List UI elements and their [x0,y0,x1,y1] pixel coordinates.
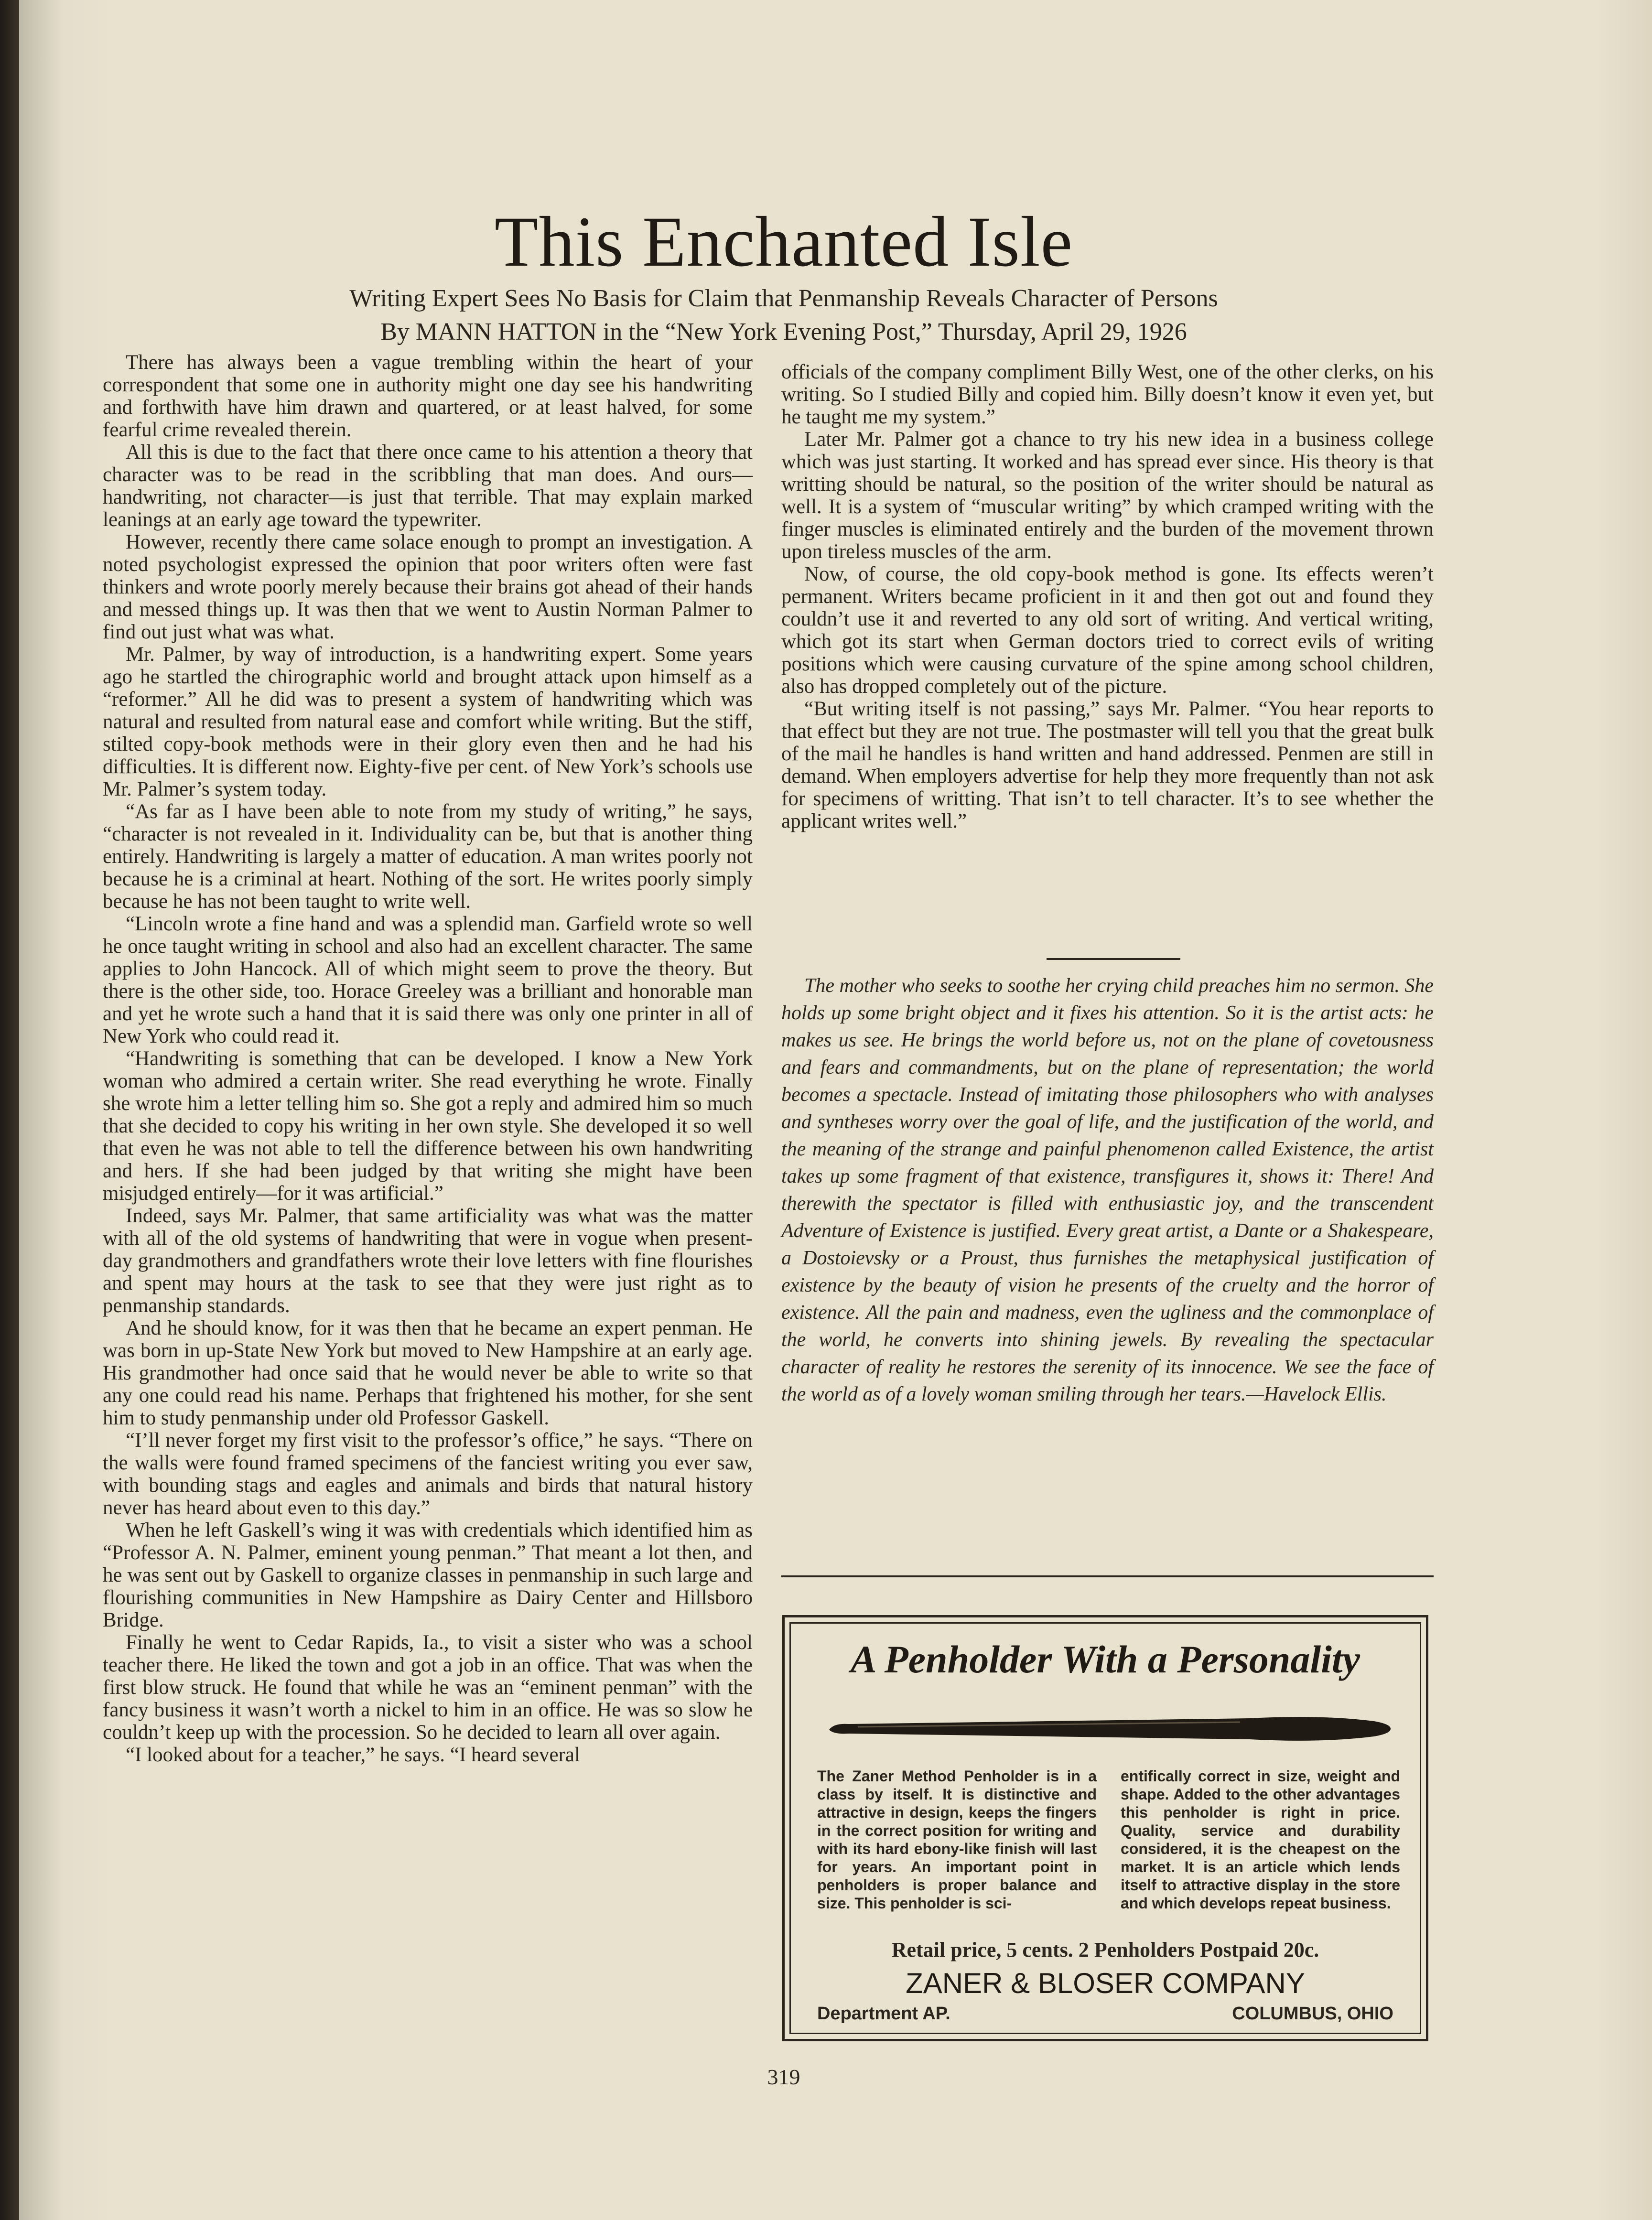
article-paragraph: Mr. Palmer, by way of introduction, is a handwriting expert. Some years ago he startled the chirographic world and brought attack upon himself as a “reformer.” All he did was to present a system of handwriting which was natural and resulted from natural ease and comfort while writing. But the stiff, stilted copy-book methods were in their glory even then and he had his difficulties. It is different now. Eighty-five per cent. of New York’s schools use Mr. Palmer’s system today. [103,643,753,800]
article-paragraph: Indeed, says Mr. Palmer, that same artificiality was what was the matter with all of the old systems of handwriting that were in vogue when present-day grandmothers and grandfathers wrote their love letters with fine flourishes and spent may hours at the task to see that they were just right as to penmanship standards. [103,1205,753,1317]
ad-price: Retail price, 5 cents. 2 Penholders Postpaid 20c. [891,1938,1319,1961]
book-spine [0,0,19,2220]
ad-body-left: The Zaner Method Penholder is in a class by itself. It is distinctive and attractive in design, keeps the fingers in the correct position for writing and with its hard ebony-like finish will last for years. An important point in penholders is proper balance and size. This penholder is sci- [817,1767,1097,1912]
article-title: This Enchanted Isle [494,202,1073,281]
article-paragraph: And he should know, for it was then that he became an expert penman. He was born in up-State New York but moved to New Hampshire at an early age. His grandmother had once said that he would never be able to write so that any one could read his name. Perhaps that frightened his mother, for she sent him to study penmanship under old Professor Gaskell. [103,1317,753,1429]
article-paragraph: When he left Gaskell’s wing it was with credentials which identified him as “Professor A. N. Palmer, eminent young penman.” That meant a lot then, and he was sent out by Gaskell to organize classes in penmanship in such large and flourishing communities in New Hampshire as Dairy Center and Hillsboro Bridge. [103,1519,753,1631]
article-paragraph: There has always been a vague trembling within the heart of your correspondent that some one in authority might one day see his handwriting and forthwith have him drawn and quartered, or at least halved, for some fearful crime revealed therein. [103,351,753,441]
article-paragraph: Finally he went to Cedar Rapids, Ia., to visit a sister who was a school teacher there. He liked the town and got a job in an office. That was when the first blow struck. He found that while he was an “eminent penman” with the fancy business it wasn’t worth a nickel to him in an office. He was so slow he couldn’t keep up with the procession. So he decided to learn all over again. [103,1631,753,1744]
article-paragraph: “But writing itself is not passing,” says Mr. Palmer. “You hear reports to that effect but they are not true. The postmaster will tell you that the great bulk of the mail he handles is hand written and hand addressed. Penmen are still in demand. When employers advertise for help they more frequently than not ask for specimens of writting. That isn’t to tell character. It’s to see whether the applicant writes well.” [781,698,1434,832]
article-column-left [103,351,753,1766]
article-paragraph: officials of the company compliment Billy West, one of the other clerks, on his writing. So I studied Billy and copied him. Billy doesn’t know it even yet, but he taught me my system.” [781,361,1434,428]
article-paragraph: Later Mr. Palmer got a chance to try his new idea in a business college which was just starting. It worked and has spread ever since. His theory is that writting should be natural, so the position of the writer should be natural as well. It is a system of “muscular writing” by which cramped writing with the finger muscles is eliminated entirely and the burden of the movement thrown upon tireless muscles of the arm. [781,428,1434,563]
article-paragraph: “I looked about for a teacher,” he says. “I heard several [126,1744,580,1766]
ad-department: Department AP. [817,2004,950,2024]
ad-city: COLUMBUS, OHIO [1232,2004,1393,2024]
section-divider [1047,958,1180,960]
article-column-right [781,361,1434,832]
article-paragraph: “Lincoln wrote a fine hand and was a splendid man. Garfield wrote so well he once taught writing in school and also had an excellent character. The same applies to John Hancock. All of which might seem to prove the theory. But there is the other side, too. Horace Greeley was a brilliant and honorable man and yet he wrote such a hand that it is said there was only one printer in all of New York who could read it. [103,913,753,1047]
quote-body: The mother who seeks to soothe her crying child preaches him no sermon. She holds up some bright object and it fixes his attention. So it is the artist acts: he makes us see. He brings the world before us, not on the plane of covetousness and fears and commandments, but on the plane of representation; the world becomes a spectacle. Instead of imitating those philosophers who with analyses and syntheses worry over the goal of life, and the justification of the world, and the meaning of the strange and painful phenomenon called Existence, the artist takes up some fragment of that existence, transfigures it, shows it: There! And therewith the spectator is filled with enthusiastic joy, and the transcendent Adventure of Existence is justified. Every great artist, a Dante or a Shakespeare, a Dostoievsky or a Proust, thus furnishes the metaphysical justification of existence by the beauty of vision he presents of the cruelty and the horror of existence. All the pain and madness, even the ugliness and the commonplace of the world, he converts into shining jewels. By revealing the spectacular character of reality he restores the serenity of its innocence. We see the face of the world as of a lovely woman smiling through her tears. [781,975,1434,1405]
penholder-icon [820,1700,1398,1757]
article-paragraph: Now, of course, the old copy-book method is gone. Its effects weren’t permanent. Writers became proficient in it and then got out and found they couldn’t use it and reverted to any old sort of writing. And vertical writing, which got its start when German doctors tried to correct evils of writing positions which were causing curvature of the spine among school children, also has dropped completely out of the picture. [781,563,1434,698]
penholder-advertisement [782,1615,1428,2041]
ad-inner-border [789,1622,1421,2034]
ad-headline: A Penholder With a Personality [850,1638,1360,1681]
article-paragraph: “Handwriting is something that can be developed. I know a New York woman who admired a certain writer. She read everything he wrote. Finally she wrote him a letter telling him so. She got a reply and admired him so much that she decided to copy his writing in her own style. She developed it so well that even he was not able to tell the difference between his own handwriting and hers. If she had been judged by that writing she might have been misjudged entirely—for it was artificial.” [103,1047,753,1205]
article-paragraph: “I’ll never forget my first visit to the professor’s office,” he says. “There on the walls were found framed specimens of the fanciest writing you ever saw, with bounding stags and eagles and animals and birds that natural history never has heard about even to this day.” [103,1429,753,1519]
quote-attribution: —Havelock Ellis. [1246,1383,1387,1405]
magazine-page [19,0,1652,2220]
article-byline: By MANN HATTON in the “New York Evening Post,” Thursday, April 29, 1926 [380,318,1187,345]
article-subtitle: Writing Expert Sees No Basis for Claim that Penmanship Reveals Character of Persons [349,285,1218,312]
page-number: 319 [767,2065,800,2089]
ad-body-right: entifically correct in size, weight and shape. Added to the other advantages this penholder is right in price. Quality, service and durability considered, it is the cheapest on the market. It is an article which lends itself to attractive display in the store and which develops repeat business. [1121,1767,1400,1912]
havelock-ellis-quote [781,972,1434,1408]
article-paragraph: However, recently there came solace enough to prompt an investigation. A noted psychologist expressed the opinion that poor writers often were fast thinkers and wrote poorly merely because their brains got ahead of their hands and messed things up. It was then that we went to Austin Norman Palmer to find out just what was what. [103,531,753,643]
article-paragraph: “As far as I have been able to note from my study of writing,” he says, “character is not revealed in it. Individuality can be, but that is another thing entirely. Handwriting is largely a matter of education. A man writes poorly not because he is a criminal at heart. Nothing of the sort. He writes poorly simply because he has not been taught to write well. [103,800,753,913]
quote-text [781,972,1434,1408]
ad-company-name: ZANER & BLOSER COMPANY [906,1967,1305,1999]
article-paragraph: All this is due to the fact that there once came to his attention a theory that character was to be read in the scribbling that man does. And ours—handwriting, not character—is just that terrible. That may explain marked leanings at an early age toward the typewriter. [103,441,753,531]
ad-divider [781,1575,1434,1577]
